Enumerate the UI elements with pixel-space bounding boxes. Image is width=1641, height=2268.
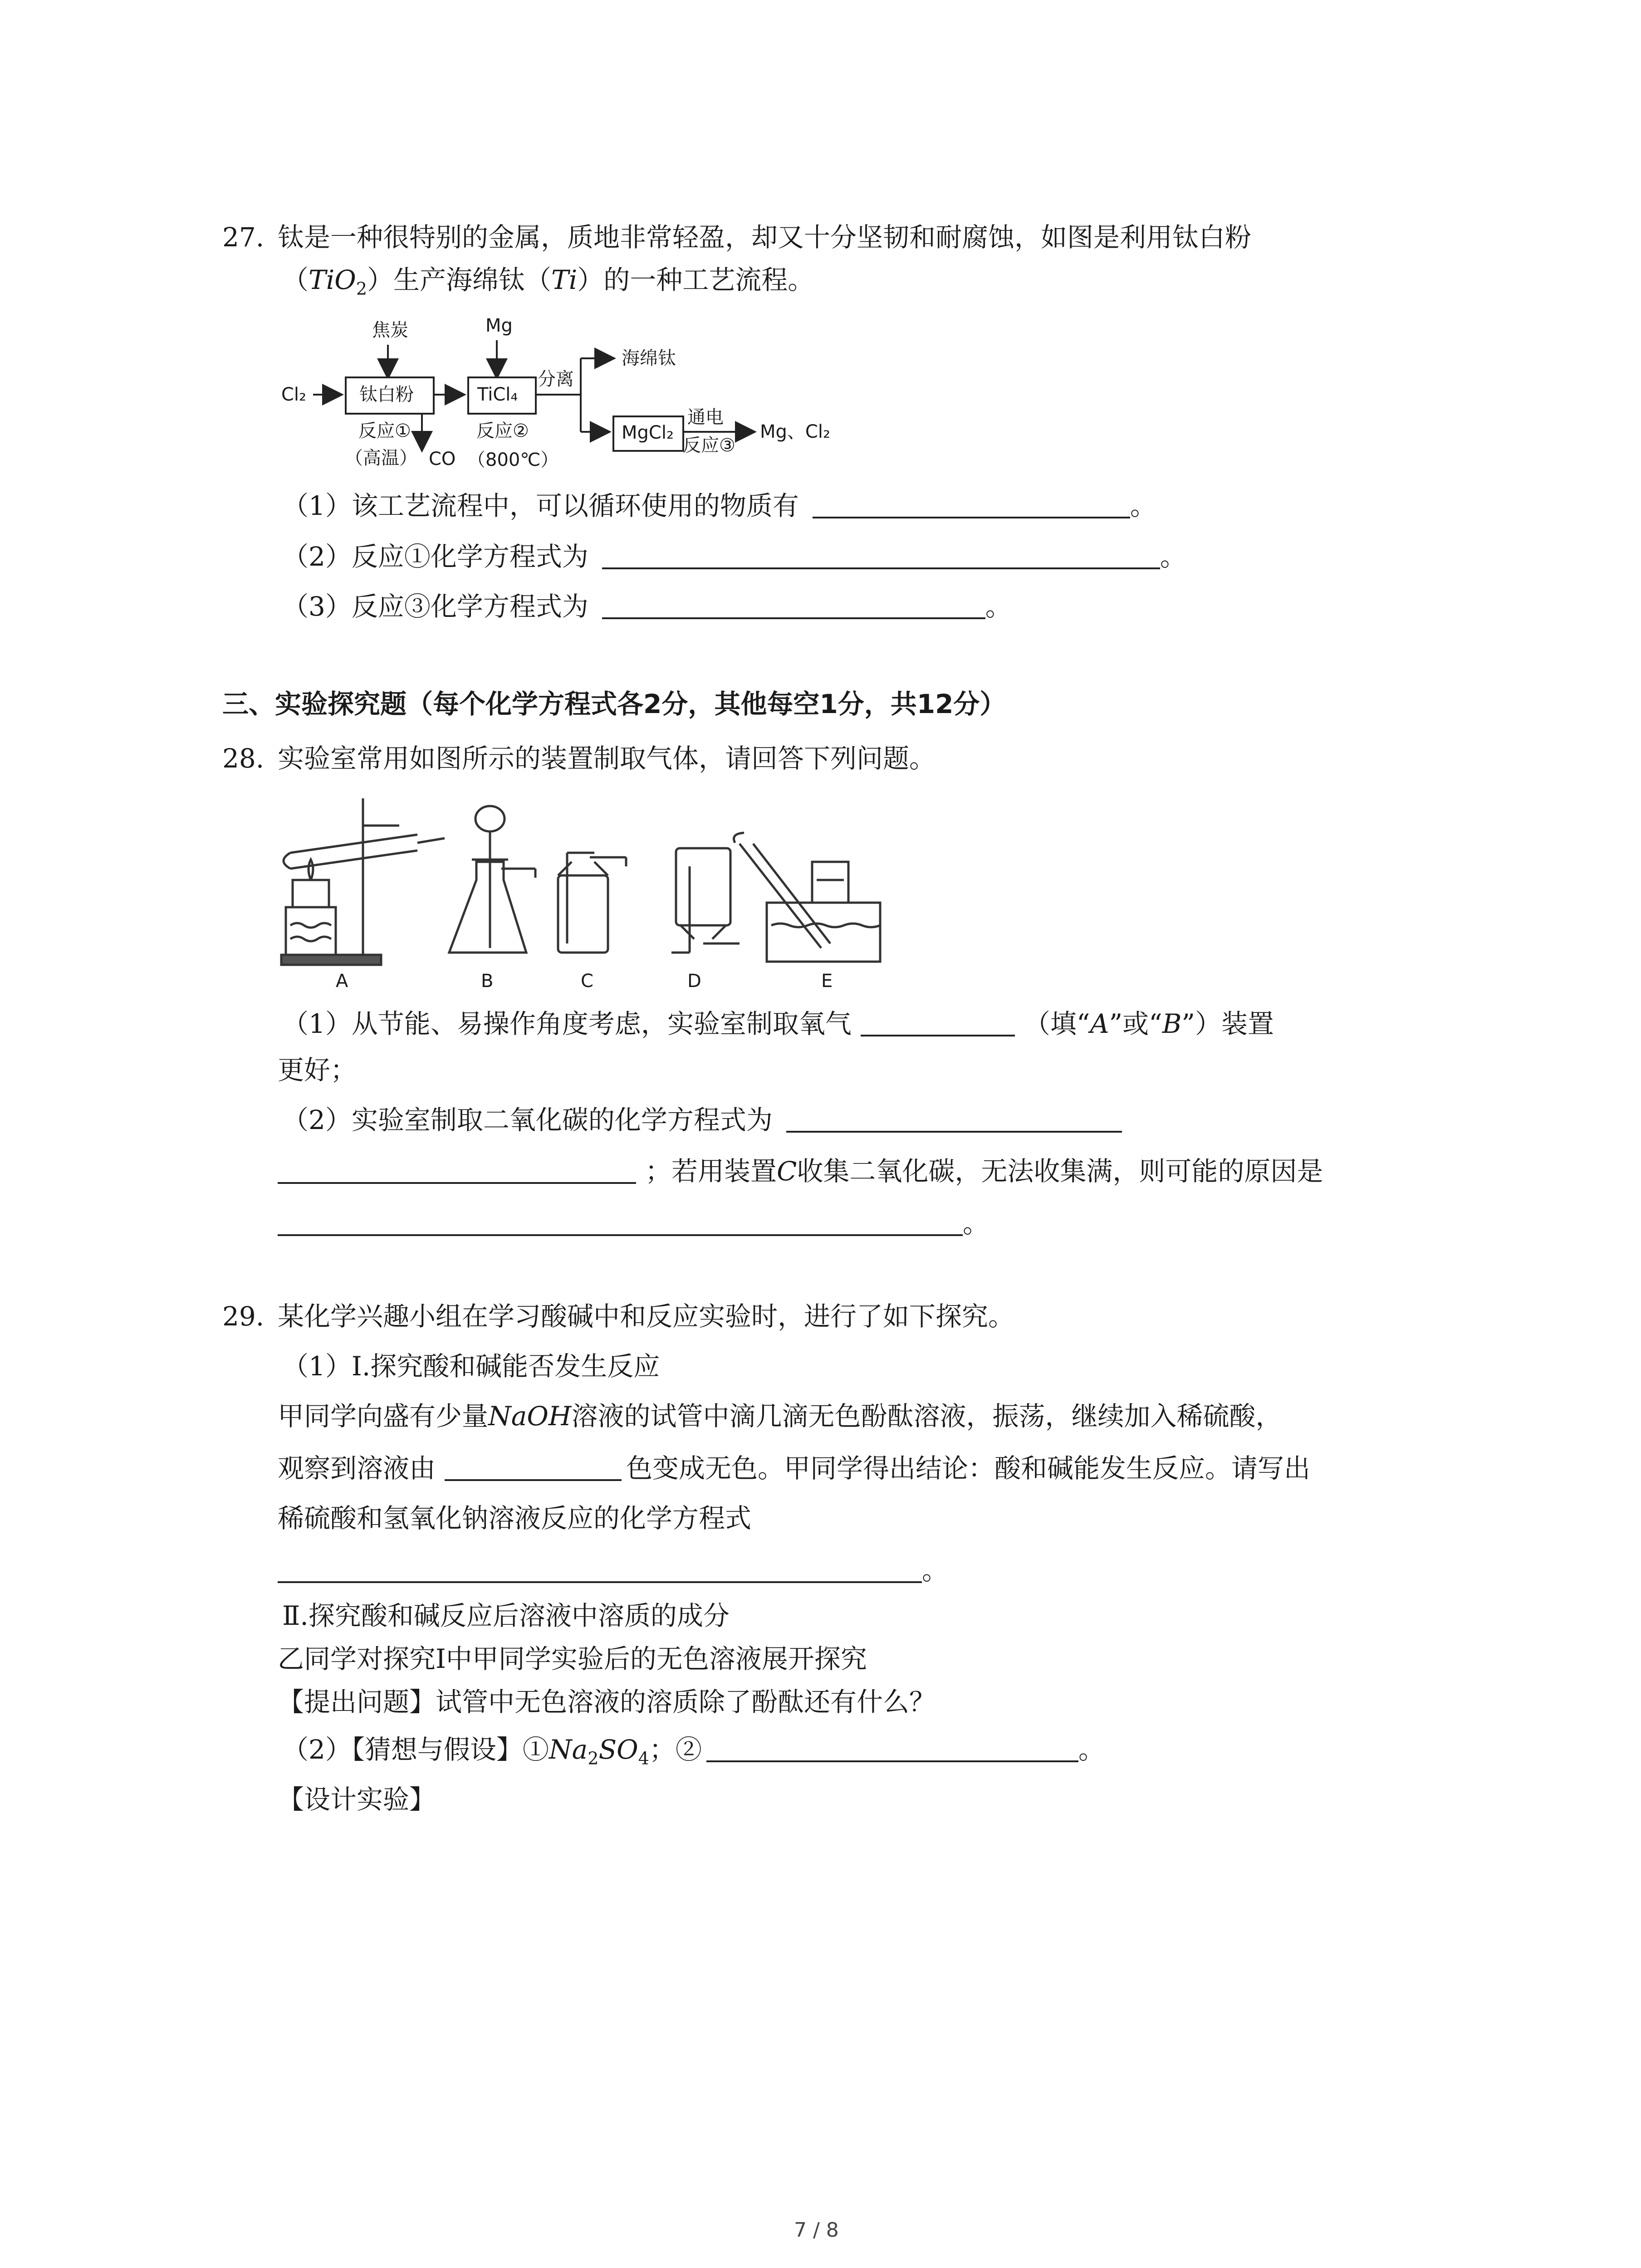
q27-sub2-blank[interactable]: [602, 540, 1160, 569]
flow-mg-label: Mg: [485, 315, 513, 336]
q29-sub2-blank[interactable]: [706, 1733, 1078, 1762]
flow-sponge-ti-label: 海绵钛: [622, 348, 676, 369]
q29-p3-period: 。: [922, 1555, 949, 1586]
q28-sub1-option-b: B: [1162, 1008, 1182, 1039]
q27-sub1-text: （1）该工艺流程中，可以循环使用的物质有: [282, 490, 799, 521]
q27-stem-mid: ）生产海绵钛（: [367, 264, 552, 295]
q28-sub1-fill-or: ”或“: [1109, 1008, 1162, 1039]
q29-p1-a: 甲同学向盛有少量: [278, 1401, 489, 1432]
apparatus-label-e: E: [821, 971, 833, 992]
q27-stem-line1: 钛是一种很特别的金属，质地非常轻盈，却又十分坚韧和耐腐蚀，如图是利用钛白粉: [278, 222, 1252, 253]
page-number: 7 / 8: [794, 2219, 839, 2242]
q29-p2: [278, 1452, 1310, 1485]
q27-sub1: [282, 489, 1156, 523]
q29-design: 【设计实验】: [278, 1784, 436, 1815]
q28-sub2-blank2[interactable]: [278, 1155, 636, 1184]
q28-sub1: [282, 1007, 1274, 1041]
q29-sub2-so: SO: [598, 1734, 638, 1765]
q29-part2-title: Ⅱ.探究酸和碱反应后溶液中溶质的成分: [282, 1600, 730, 1631]
q28-sub2-text-c: 收集二氧化碳，无法收集满，则可能的原因是: [797, 1156, 1323, 1187]
flow-coke-label: 焦炭: [372, 320, 408, 341]
q28-sub2-blank1[interactable]: [786, 1104, 1122, 1133]
q27-sub2-period: 。: [1160, 541, 1186, 572]
apparatus-label-c: C: [581, 971, 593, 992]
q27-formula-ti: Ti: [551, 264, 578, 295]
q29-sub2-sub4: 4: [638, 1748, 649, 1769]
q29-p2-blank[interactable]: [445, 1452, 622, 1481]
q28-sub2-blank3[interactable]: [278, 1207, 963, 1236]
q27-sub1-blank[interactable]: [813, 489, 1130, 518]
q28-sub1-fill-a: （填“: [1024, 1008, 1090, 1039]
q29-p3-answer: [278, 1554, 948, 1587]
q27-formula-sub: 2: [356, 279, 367, 299]
q29-p1-naoh: NaOH: [488, 1401, 572, 1432]
q29-p3-blank[interactable]: [278, 1554, 922, 1583]
flow-reaction1-label: 反应①: [358, 420, 411, 441]
q29-p1: [278, 1399, 1282, 1433]
flow-800c-label: （800℃）: [467, 450, 559, 470]
q29-p2-b: 色变成无色。甲同学得出结论：酸和碱能发生反应。请写出: [626, 1453, 1311, 1484]
q27-formula-tio2: TiO: [309, 264, 356, 295]
q27-sub1-period: 。: [1130, 490, 1156, 521]
q28-sub2-device-c: C: [777, 1156, 797, 1187]
q29-sub2: [282, 1733, 1105, 1775]
q28-sub2-text-b: ；若用装置: [645, 1156, 777, 1187]
q27-sub2: [282, 540, 1186, 573]
q27-sub3-text: （3）反应③化学方程式为: [282, 591, 588, 622]
q27-sub3-period: 。: [985, 591, 1012, 622]
q29-sub2-b: ；②: [649, 1734, 702, 1765]
q28-number: 28.: [222, 743, 265, 774]
q28-sub1-fill-end: ”）装置: [1181, 1008, 1274, 1039]
q28-sub2-text: （2）实验室制取二氧化碳的化学方程式为: [282, 1105, 773, 1135]
flow-box1-label: 钛白粉: [359, 384, 414, 405]
flow-co-label: CO: [429, 449, 456, 469]
q27-flow-diagram: [272, 313, 862, 485]
q29-p3: 稀硫酸和氢氧化钠溶液反应的化学方程式: [278, 1503, 752, 1534]
section3-heading: 三、实验探究题（每个化学方程式各2分，其他每空1分，共12分）: [222, 689, 1006, 719]
q29-p2-a: 观察到溶液由: [278, 1453, 436, 1484]
flow-high-temp-label: （高温）: [345, 448, 417, 469]
q27-stem-paren-open: （: [282, 264, 309, 295]
flow-reaction2-label: 反应②: [476, 420, 529, 441]
q28-stem: 实验室常用如图所示的装置制取气体，请回答下列问题。: [278, 743, 936, 774]
apparatus-label-d: D: [687, 971, 701, 992]
apparatus-label-a: A: [336, 971, 348, 992]
q27-stem-line2: [282, 263, 814, 306]
q29-sub2-na: Na: [549, 1734, 588, 1765]
q28-sub2: [282, 1103, 1122, 1137]
q27-sub3: [282, 590, 1012, 623]
q27-stem-end: ）的一种工艺流程。: [577, 264, 814, 295]
q29-sub2-period: 。: [1078, 1734, 1105, 1765]
q29-sub1-title: （1）Ⅰ.探究酸和碱能否发生反应: [282, 1351, 660, 1382]
apparatus-label-b: B: [481, 971, 494, 992]
apparatus-drawings: [272, 789, 907, 971]
q27-sub2-text: （2）反应①化学方程式为: [282, 541, 588, 572]
q28-sub2-line2: [278, 1154, 1323, 1188]
q29-part2-line: 乙同学对探究Ⅰ中甲同学实验后的无色溶液展开探究: [278, 1643, 867, 1674]
q28-sub2-period: 。: [963, 1208, 989, 1239]
q27-number: 27.: [222, 222, 265, 253]
q28-apparatus-figure: [272, 789, 907, 1007]
q29-stem: 某化学兴趣小组在学习酸碱中和反应实验时，进行了如下探究。: [278, 1301, 1015, 1332]
q28-sub1-option-a: A: [1090, 1008, 1109, 1039]
flow-products-label: Mg、Cl₂: [760, 421, 830, 442]
flow-box3-label: MgCl₂: [622, 422, 674, 443]
q28-sub1-line2: 更好；: [278, 1055, 357, 1085]
q29-sub2-sub2: 2: [588, 1748, 599, 1769]
flow-box2-label: TiCl₄: [477, 384, 518, 405]
flow-electrify-label: 通电: [687, 407, 724, 428]
flow-separate-label: 分离: [538, 369, 574, 390]
q29-question: 【提出问题】试管中无色溶液的溶质除了酚酞还有什么？: [278, 1686, 936, 1717]
flow-reaction3-label: 反应③: [683, 435, 735, 456]
q28-sub2-line3: [278, 1207, 989, 1240]
q28-sub1-text: （1）从节能、易操作角度考虑，实验室制取氧气: [282, 1008, 852, 1039]
q27-sub3-blank[interactable]: [602, 590, 985, 619]
q29-p1-b: 溶液的试管中滴几滴无色酚酞溶液，振荡，继续加入稀硫酸，: [571, 1401, 1282, 1432]
q29-number: 29.: [222, 1301, 265, 1332]
flow-cl2-label: Cl₂: [281, 384, 307, 405]
q28-sub1-blank[interactable]: [861, 1007, 1015, 1036]
q29-sub2-a: （2）【猜想与假设】①: [282, 1734, 549, 1765]
